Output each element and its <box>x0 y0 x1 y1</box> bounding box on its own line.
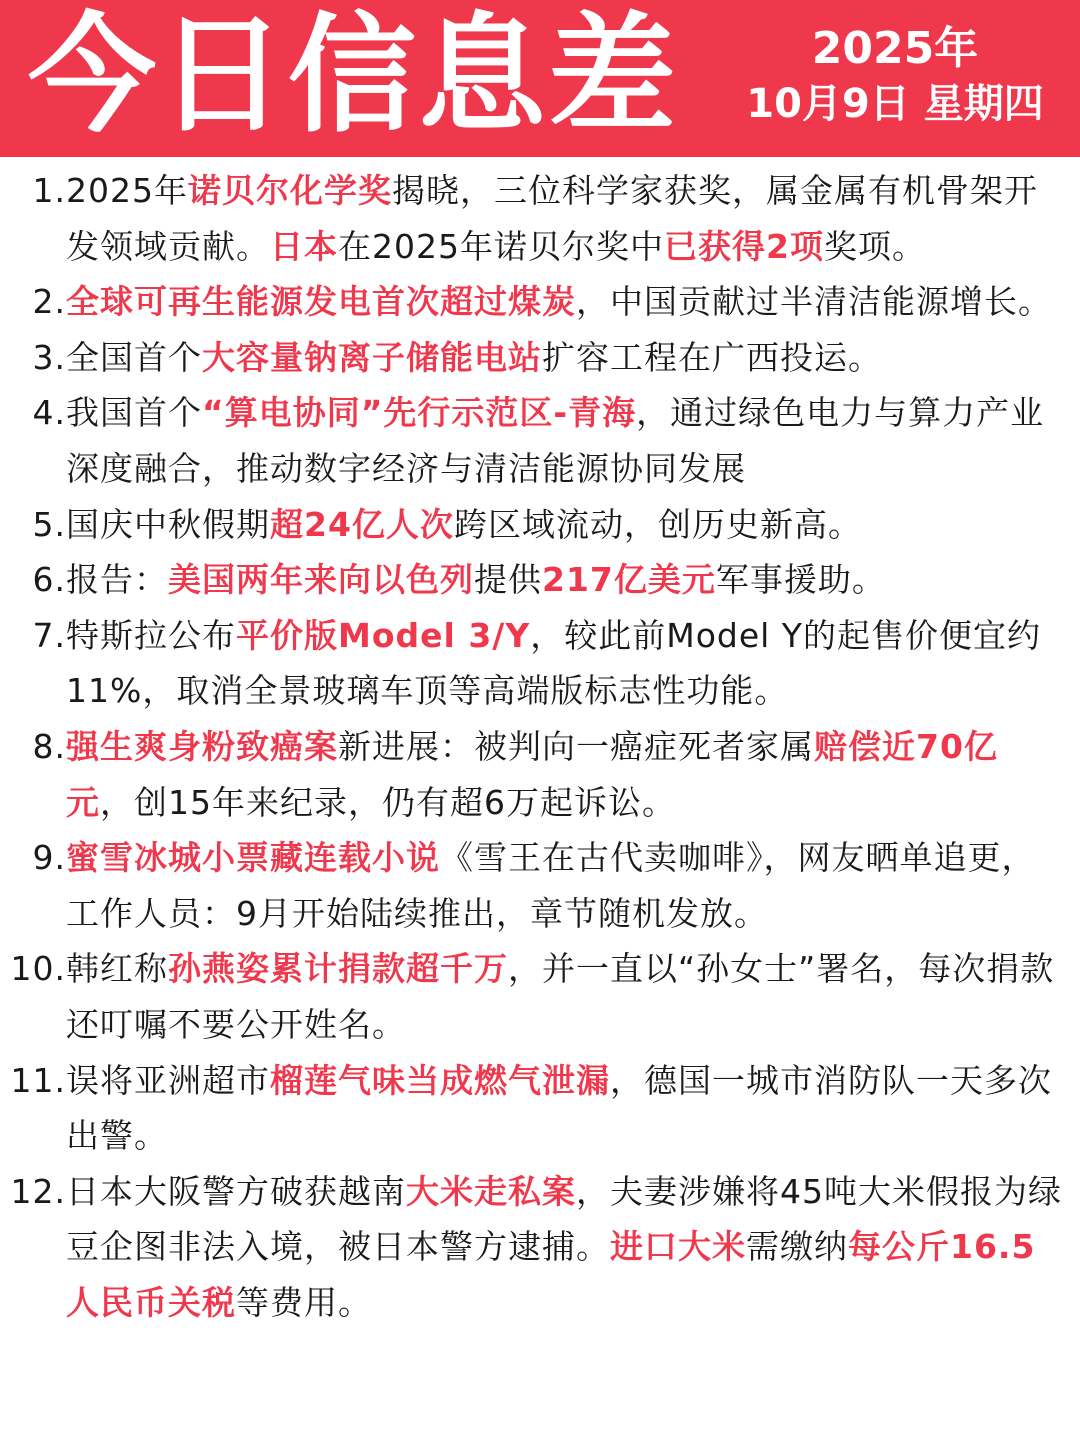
body-text: 2025年 <box>66 171 188 210</box>
body-text: ，中国贡献过半清洁能源增长。 <box>576 282 1052 322</box>
news-item <box>0 608 1080 719</box>
highlighted-text: 平价版Model 3/Y <box>236 615 531 655</box>
news-item <box>0 1053 1080 1164</box>
news-item-number: 8. <box>32 726 66 766</box>
body-text: 韩红称 <box>66 949 168 989</box>
news-item-number: 6. <box>32 560 66 600</box>
news-item <box>0 830 1080 941</box>
body-text: 等费用。 <box>236 1282 372 1322</box>
body-text: 全国首个 <box>66 337 202 377</box>
highlighted-text: 赔偿近70亿元 <box>66 726 998 822</box>
body-text: 军事援助。 <box>715 560 886 600</box>
body-text: 新进展：被判向一癌症死者家属 <box>338 726 814 766</box>
body-text: ，创15年来纪录，仍有超6万起诉讼。 <box>100 782 676 822</box>
body-text: 特斯拉公布 <box>66 615 236 655</box>
highlighted-text: 进口大米 <box>610 1227 746 1267</box>
body-text: 国庆中秋假期 <box>66 504 270 544</box>
highlighted-text: “算电协同”先行示范区-青海 <box>202 393 637 433</box>
page-title: 今日信息差 <box>28 1 679 150</box>
highlighted-text: 美国两年来向以色列 <box>168 560 474 600</box>
body-text: ，并一直以“孙女士”署名，每次捐款还叮嘱不要公开姓名。 <box>66 949 1055 1044</box>
header-banner <box>0 0 1080 157</box>
body-text: 日本大阪警方破获越南 <box>66 1171 406 1211</box>
highlighted-text: 强生爽身粉致癌案 <box>66 726 338 766</box>
body-text: ，通过绿色电力与算力产业深度融合，推动数字经济与清洁能源协同发展 <box>66 393 1045 488</box>
highlighted-text: 诺贝尔化学奖 <box>187 171 392 210</box>
news-item-number: 1. <box>32 171 66 210</box>
body-text: 需缴纳 <box>746 1227 848 1267</box>
news-item <box>0 1164 1080 1331</box>
body-text: 报告： <box>66 560 168 600</box>
news-item <box>0 552 1080 608</box>
highlighted-text: 已获得2项 <box>663 226 824 266</box>
highlighted-text: 超24亿人次 <box>270 504 454 544</box>
body-text: 扩容工程在广西投运。 <box>542 337 882 377</box>
news-item-number: 9. <box>32 838 66 878</box>
body-text: 误将亚洲超市 <box>66 1060 270 1100</box>
news-item <box>0 274 1080 330</box>
date-block <box>730 22 1060 132</box>
highlighted-text: 217亿美元 <box>542 560 716 600</box>
body-text: 在2025年诺贝尔奖中 <box>338 226 664 266</box>
news-item-number: 2. <box>32 282 66 322</box>
highlighted-text: 每公斤16.5人民币关税 <box>66 1227 1036 1322</box>
news-item <box>0 719 1080 830</box>
news-item <box>0 163 1080 274</box>
body-text: 揭晓，三位科学家获奖，属金属有机骨架开发领域贡献。 <box>66 171 1038 266</box>
body-text: 跨区域流动，创历史新高。 <box>453 504 862 544</box>
news-item-number: 4. <box>32 393 66 433</box>
highlighted-text: 大米走私案 <box>406 1171 576 1211</box>
body-text: 奖项。 <box>823 226 926 266</box>
highlighted-text: 日本 <box>270 226 338 266</box>
body-text: ，德国一城市消防队一天多次出警。 <box>66 1060 1052 1156</box>
news-item-number: 7. <box>32 615 66 655</box>
news-item <box>0 330 1080 386</box>
highlighted-text: 全球可再生能源发电首次超过煤炭 <box>66 282 576 322</box>
news-item <box>0 385 1080 496</box>
highlighted-text: 蜜雪冰城小票藏连载小说 <box>66 838 440 878</box>
date-year: 2025年 <box>811 23 979 74</box>
highlighted-text: 大容量钠离子储能电站 <box>202 337 542 377</box>
date-day: 10月9日 星期四 <box>746 81 1044 127</box>
body-text: ，较此前Model Y的起售价便宜约11%，取消全景玻璃车顶等高端版标志性功能。 <box>66 615 1041 711</box>
body-text: 《雪王在古代卖咖啡》，网友晒单追更，工作人员：9月开始陆续推出，章节随机发放。 <box>66 838 1036 933</box>
body-text: ，夫妻涉嫌将45吨大米假报为绿豆企图非法入境，被日本警方逮捕。 <box>66 1171 1062 1267</box>
highlighted-text: 孙燕姿累计捐款超千万 <box>168 949 508 989</box>
news-item-number: 5. <box>32 504 66 544</box>
news-item-number: 10. <box>10 949 66 989</box>
news-item-number: 11. <box>10 1060 66 1100</box>
news-item-number: 12. <box>10 1171 66 1211</box>
news-item-number: 3. <box>32 337 66 377</box>
news-item <box>0 941 1080 1052</box>
news-list <box>0 163 1080 1330</box>
body-text: 我国首个 <box>66 393 202 433</box>
news-item <box>0 497 1080 553</box>
highlighted-text: 榴莲气味当成燃气泄漏 <box>270 1060 610 1100</box>
body-text: 提供 <box>474 560 542 600</box>
